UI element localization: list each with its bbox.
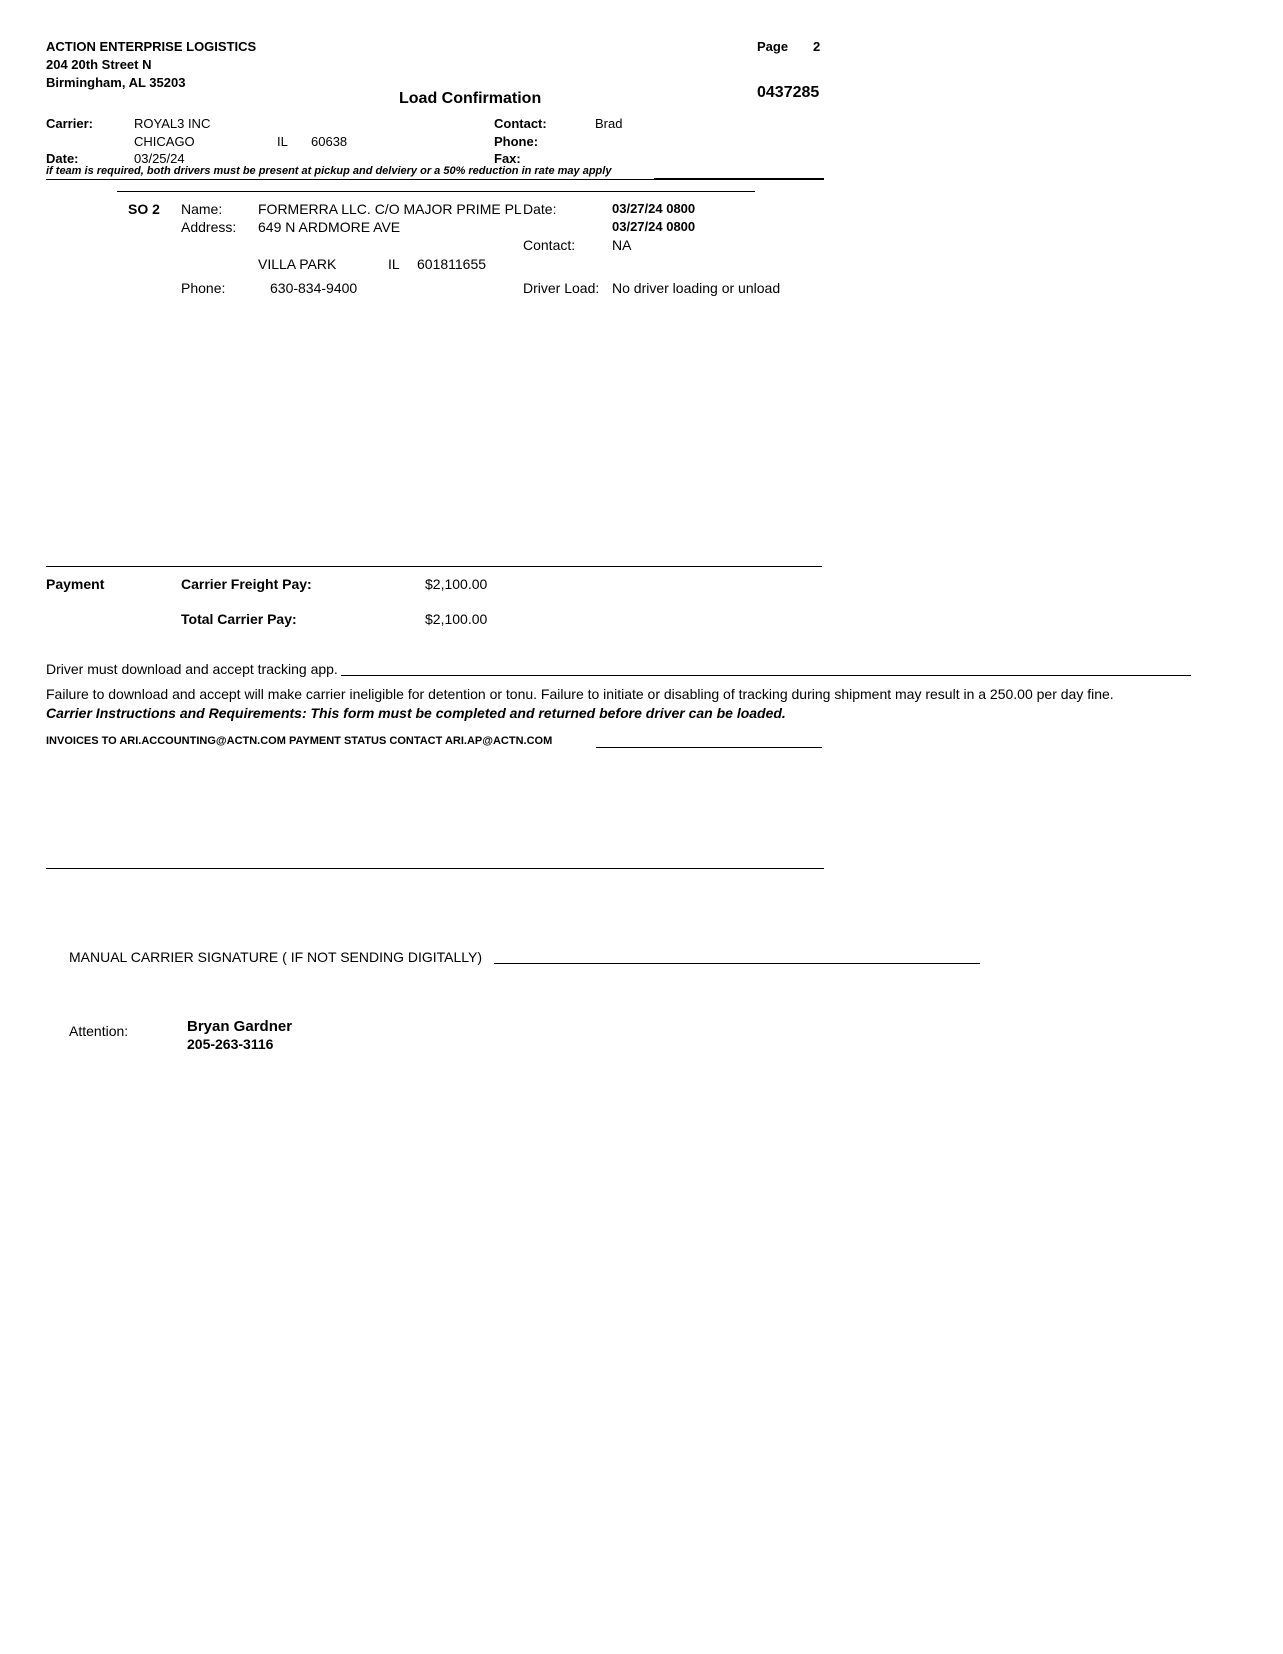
- section-divider: [46, 868, 824, 869]
- stop-contact: NA: [612, 237, 632, 253]
- stop-name: FORMERRA LLC. C/O MAJOR PRIME PL: [258, 201, 522, 217]
- company-city: Birmingham, AL 35203: [46, 75, 186, 90]
- invoices-underline: [596, 747, 822, 748]
- payment-label: Payment: [46, 576, 105, 592]
- stop-contact-label: Contact:: [523, 237, 576, 253]
- stop-date-2: 03/27/24 0800: [612, 219, 696, 234]
- header-divider: [46, 179, 824, 180]
- date-label: Date:: [46, 151, 79, 166]
- tracking-line-1: Driver must download and accept tracking app.: [46, 661, 338, 677]
- freight-value: $2,100.00: [425, 576, 488, 592]
- payment-divider: [46, 566, 822, 567]
- page-label: Page: [757, 39, 789, 54]
- team-notice: if team is required, both drivers must be present at pickup and delviery or a 50% reduction in rate may apply: [46, 165, 612, 177]
- driver-load-label: Driver Load:: [523, 280, 600, 296]
- company-name: ACTION ENTERPRISE LOGISTICS: [46, 39, 257, 54]
- total-value: $2,100.00: [425, 611, 488, 627]
- phone-label: Phone:: [494, 134, 539, 149]
- contact-label: Contact:: [494, 116, 547, 131]
- stop-name-label: Name:: [181, 201, 223, 217]
- company-street: 204 20th Street N: [46, 57, 152, 72]
- stop-address: 649 N ARDMORE AVE: [258, 219, 401, 235]
- carrier-city: CHICAGO: [134, 134, 195, 149]
- invoices-line: INVOICES TO ARI.ACCOUNTING@ACTN.COM PAYMENT STATUS CONTACT ARI.AP@ACTN.COM: [46, 735, 553, 747]
- driver-load: No driver loading or unload: [612, 280, 781, 296]
- tracking-line-2: Failure to download and accept will make carrier ineligible for detention or tonu. Failure to initiate or disabling of tracking during shipment may result in a 250.00 per day fine.: [46, 686, 1114, 702]
- stop-city: VILLA PARK: [258, 256, 337, 272]
- signature-line[interactable]: [494, 963, 980, 964]
- tracking-underline: [341, 675, 1191, 676]
- carrier-instructions: Carrier Instructions and Requirements: This form must be completed and returned before driver can be loaded.: [46, 705, 786, 721]
- carrier-state: IL: [277, 134, 288, 149]
- carrier-contact: Brad: [595, 116, 623, 131]
- total-label: Total Carrier Pay:: [181, 611, 297, 627]
- carrier-zip: 60638: [311, 134, 348, 149]
- attention-phone: 205-263-3116: [187, 1036, 274, 1052]
- stop-divider: [117, 191, 755, 192]
- page-title: Load Confirmation: [399, 90, 542, 107]
- freight-label: Carrier Freight Pay:: [181, 576, 312, 592]
- carrier-date: 03/25/24: [134, 151, 185, 166]
- attention-label: Attention:: [69, 1023, 129, 1039]
- stop-state: IL: [388, 256, 400, 272]
- stop-date-label: Date:: [523, 201, 557, 217]
- stop-phone-label: Phone:: [181, 280, 226, 296]
- load-number: 0437285: [757, 84, 820, 101]
- carrier-label: Carrier:: [46, 116, 93, 131]
- fax-label: Fax:: [494, 151, 521, 166]
- stop-zip: 601811655: [417, 256, 487, 272]
- stop-date-1: 03/27/24 0800: [612, 201, 696, 216]
- carrier-name: ROYAL3 INC: [134, 116, 211, 131]
- stop-address-label: Address:: [181, 219, 237, 235]
- page-number: 2: [813, 39, 821, 54]
- stop-phone: 630-834-9400: [270, 280, 358, 296]
- signature-label: MANUAL CARRIER SIGNATURE ( IF NOT SENDING DIGITALLY): [69, 949, 483, 965]
- attention-name: Bryan Gardner: [187, 1018, 293, 1035]
- stop-code: SO 2: [128, 201, 160, 217]
